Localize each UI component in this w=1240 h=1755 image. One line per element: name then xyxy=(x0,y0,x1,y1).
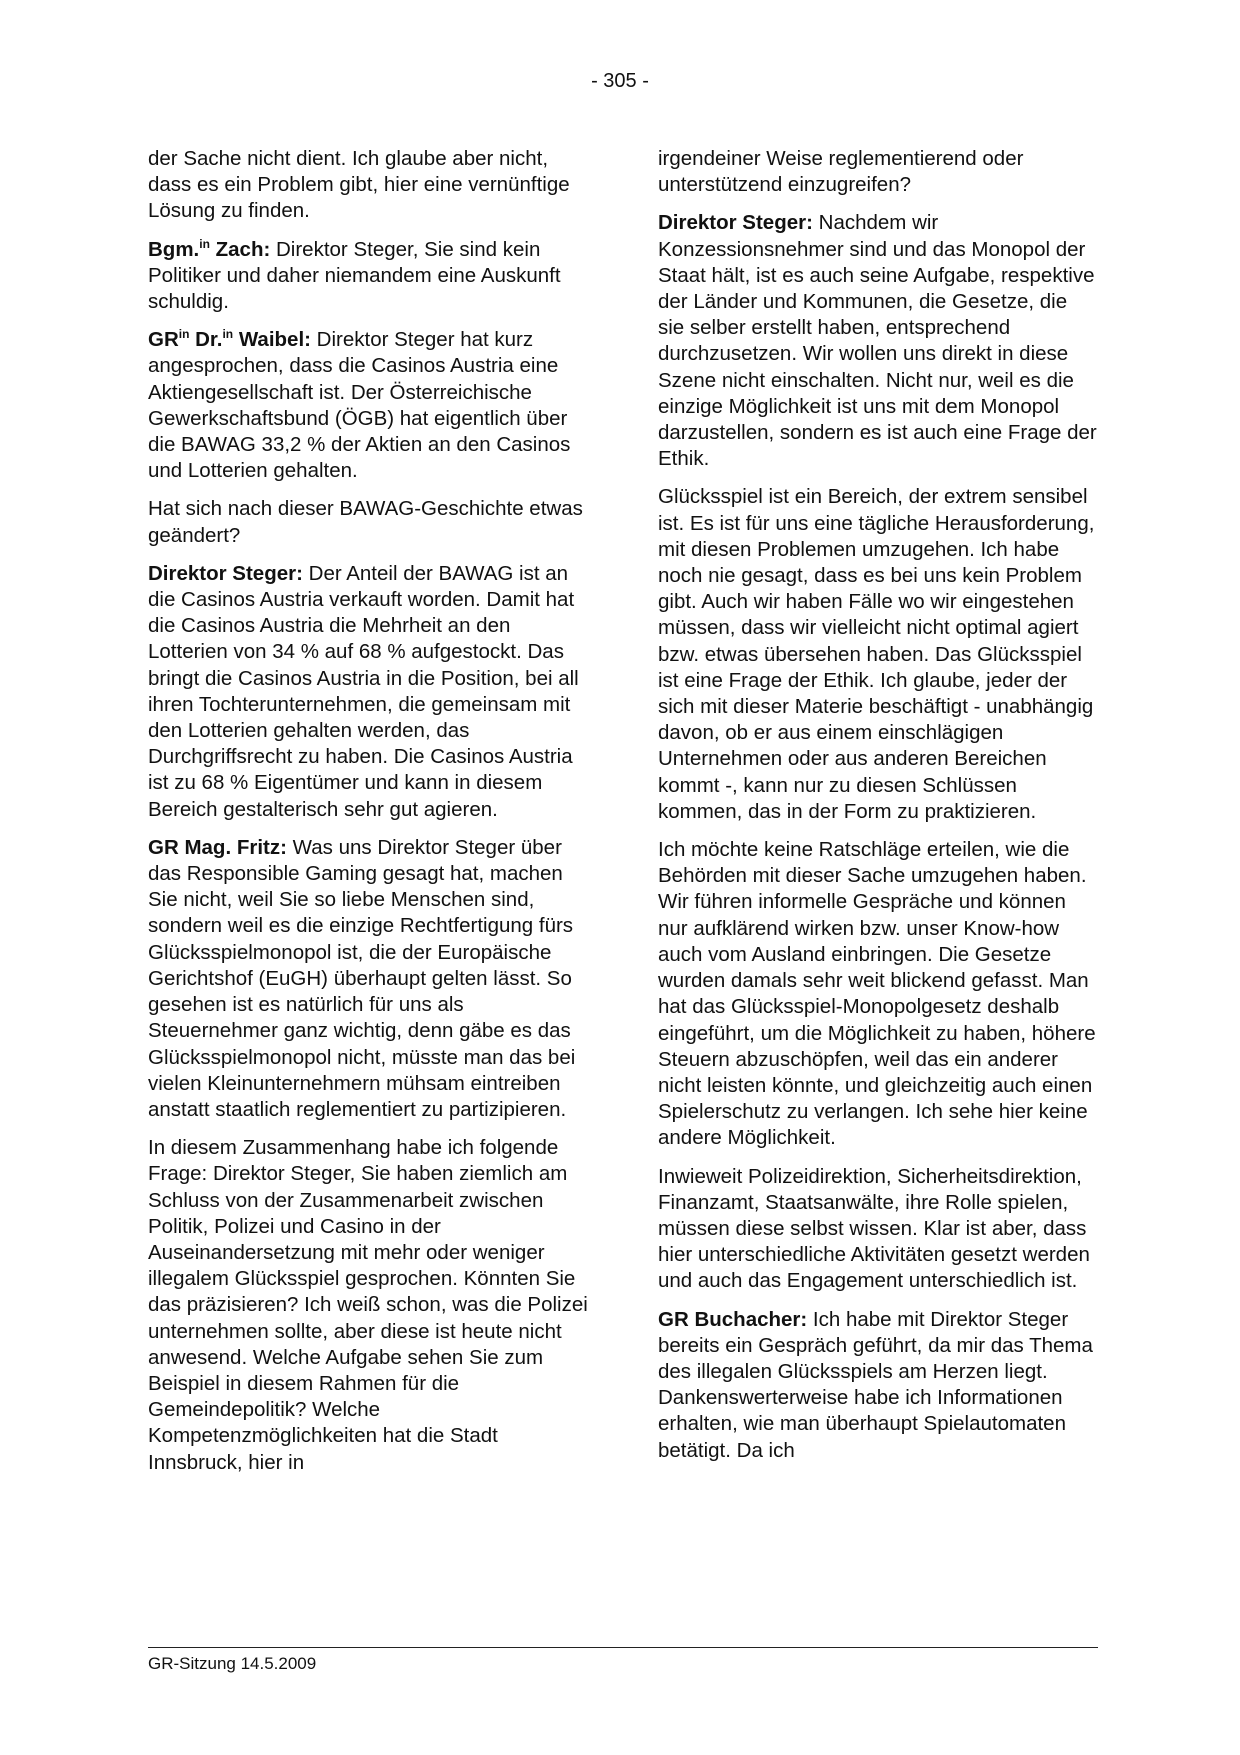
paragraph xyxy=(148,561,588,823)
paragraph xyxy=(148,327,588,484)
paragraph: In diesem Zusammenhang habe ich folgende Frage: Direktor Steger, Sie haben ziemlich am Schluss von der Zusammenarbeit zwischen Politik, Polizei und Casino in der Auseinandersetzung mit mehr oder weniger illegalem Glücksspiel gesprochen. Könnten Sie das präzisieren? Ich weiß schon, was die Polizei unternehmen sollte, aber diese ist heute nicht anwesend. Welche Aufgabe sehen Sie zum Beispiel in diesem Rahmen für die Gemeindepolitik? Welche Kompetenzmöglichkeiten hat die Stadt Innsbruck, hier in xyxy=(148,1136,588,1474)
speaker-name: Direktor Steger: xyxy=(148,561,303,585)
footer-session-date: GR-Sitzung 14.5.2009 xyxy=(148,1654,317,1673)
speaker-name: GR Mag. Fritz: xyxy=(148,835,287,859)
paragraph: Ich möchte keine Ratschläge erteilen, wie die Behörden mit dieser Sache umzugehen haben. Wir führen informelle Gespräche und können nur aufklärend wirken bzw. unser Know-how auch vom Ausland einbringen. Die Gesetze wurden damals sehr weit blickend gefasst. Man hat das Glücksspiel-Monopolgesetz deshalb eingeführt, um die Möglichkeit zu haben, höhere Steuern abzuschöpfen, weil das ein anderer nicht leisten könnte, und gleichzeitig auch einen Spielerschutz zu verlangen. Ich sehe hier keine andere Möglichkeit. xyxy=(658,838,1096,1150)
paragraph: Glücksspiel ist ein Bereich, der extrem sensibel ist. Es ist für uns eine tägliche Herausforderung, mit diesen Problemen umzugehen. Ich habe noch nie gesagt, dass es bei uns kein Problem gibt. Auch wir haben Fälle wo wir eingestehen müssen, dass wir vielleicht nicht optimal agiert bzw. etwas übersehen haben. Das Glücksspiel ist eine Frage der Ethik. Ich glaube, jeder der sich mit dieser Materie beschäftigt - unabhängig davon, ob er aus einem einschlägigen Unternehmen oder aus anderen Bereichen kommt -, kann nur zu diesen Schlüssen kommen, das in der Form zu praktizieren. xyxy=(658,485,1095,823)
speech-text: Was uns Direktor Steger über das Responsible Gaming gesagt hat, machen Sie nicht, weil Sie so liebe Menschen sind, sondern weil es die einzige Rechtfertigung fürs Glücksspielmonopol ist, die der Europäische Gerichtshof (EuGH) überhaupt gelten lässt. So gesehen ist es natürlich für uns als Steuernehmer ganz wichtig, denn gäbe es das Glücksspielmonopol nicht, müsste man das bei vielen Kleinunternehmern mühsam eintreiben anstatt staatlich reglementiert zu partizipieren. xyxy=(148,835,576,1121)
right-column xyxy=(658,146,1098,1476)
paragraph: Inwieweit Polizeidirektion, Sicherheitsdirektion, Finanzamt, Staatsanwälte, ihre Rolle spielen, müssen diese selbst wissen. Klar ist aber, dass hier unterschiedliche Aktivitäten gesetzt werden und auch das Engagement unterschiedlich ist. xyxy=(658,1164,1090,1293)
speech-text: Nachdem wir Konzessionsnehmer sind und das Monopol der Staat hält, ist es auch seine Aufgabe, respektive der Länder und Kommunen, die Gesetze, die sie selber erstellt haben, entsprechend durchzusetzen. Wir wollen uns direkt in diese Szene nicht einschalten. Nicht nur, weil es die einzige Möglichkeit ist uns mit dem Monopol darzustellen, sondern es ist auch eine Frage der Ethik. xyxy=(658,211,1097,471)
paragraph xyxy=(658,210,1098,472)
paragraph xyxy=(658,1307,1098,1464)
speaker-name: Direktor Steger: xyxy=(658,211,813,235)
speech-text: Der Anteil der BAWAG ist an die Casinos Austria verkauft worden. Damit hat die Casinos Austria die Mehrheit an den Lotterien von 34 % auf 68 % aufgestockt. Das bringt die Casinos Austria in die Position, bei all ihren Tochterunternehmen, die gemeinsam mit den Lotterien gehalten werden, das Durchgriffsrecht zu haben. Die Casinos Austria ist zu 68 % Eigentümer und kann in diesem Bereich gestalterisch sehr gut agieren. xyxy=(148,561,579,821)
speaker-name: GR Buchacher: xyxy=(658,1307,808,1331)
paragraph: irgendeiner Weise reglementierend oder unterstützend einzugreifen? xyxy=(658,147,1024,197)
paragraph: Hat sich nach dieser BAWAG-Geschichte etwas geändert? xyxy=(148,497,583,547)
speech-text: Direktor Steger, Sie sind kein Politiker und daher niemandem eine Auskunft schuldig. xyxy=(148,237,561,314)
speech-text: Ich habe mit Direktor Steger bereits ein Gespräch geführt, da mir das Thema des illegalen Glücksspiels am Herzen liegt. Dankenswerterweise habe ich Informationen erhalten, wie man überhaupt Spielautomaten betätigt. Da ich xyxy=(658,1307,1093,1462)
page-number: - 305 - xyxy=(591,70,649,92)
speech-text: Direktor Steger hat kurz angesprochen, dass die Casinos Austria eine Aktiengesellschaft ist. Der Österreichische Gewerkschaftsbund (ÖGB) hat eigentlich über die BAWAG 33,2 % der Aktien an den Casinos und Lotterien gehalten. xyxy=(148,328,571,483)
paragraph xyxy=(148,237,588,316)
speaker-name: $GR^{in}$ Dr.$^{in}$ Waibel: xyxy=(148,327,311,352)
left-column xyxy=(148,146,588,1488)
paragraph xyxy=(148,835,588,1123)
speaker-name: Bgm.$^{in}$ Zach: xyxy=(148,236,271,261)
paragraph: der Sache nicht dient. Ich glaube aber nicht, dass es ein Problem gibt, hier eine vernünftige Lösung zu finden. xyxy=(148,147,570,223)
footer-divider xyxy=(148,1647,1098,1648)
